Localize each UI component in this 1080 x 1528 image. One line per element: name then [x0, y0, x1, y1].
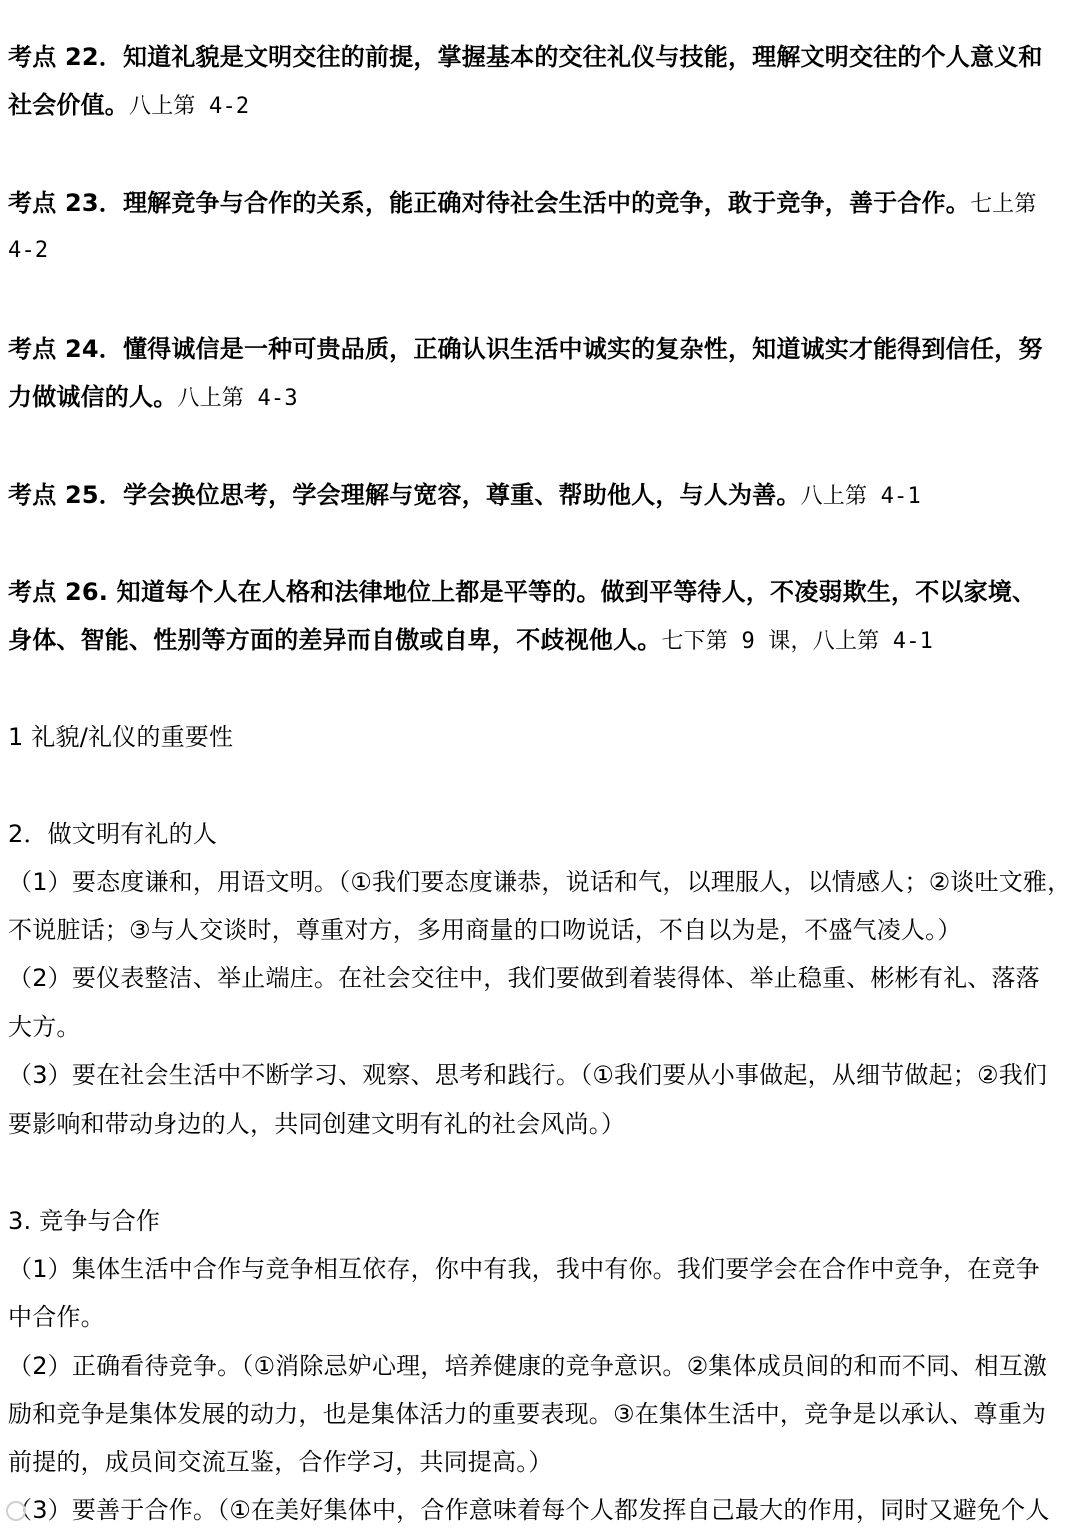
kp24-text: 力做诚信的人。	[8, 383, 178, 411]
section-3-item-2-line-2: 励和竞争是集体发展的动力，也是集体活力的重要表现。③在集体生活中，竞争是以承认、尊重为	[8, 1400, 1047, 1428]
section-2-item-3-line-2: 要影响和带动身边的人，共同创建文明有礼的社会风尚。）	[8, 1110, 626, 1138]
section-3-item-1-line-1: （1）集体生活中合作与竞争相互依存，你中有我，我中有你。我们要学会在合作中竞争，在竞争	[8, 1255, 1040, 1283]
section-3-item-2-line-1: （2）正确看待竞争。（①消除忌妒心理，培养健康的竞争意识。②集体成员间的和而不同、相互激	[8, 1352, 1048, 1380]
kp24-line-1: 考点 24．懂得诚信是一种可贵品质，正确认识生活中诚实的复杂性，知道诚实才能得到信任，努	[8, 335, 1043, 363]
watermark	[6, 1500, 30, 1521]
kp23-reference-part-2: 4-2	[8, 238, 49, 263]
section-2-item-1-line-2: 不说脏话；③与人交谈时，尊重对方，多用商量的口吻说话，不自以为是，不盛气凌人。）	[8, 916, 962, 944]
kp22-line-1: 考点 22．知道礼貌是文明交往的前提，掌握基本的交往礼仪与技能，理解文明交往的个人意义和	[8, 43, 1043, 71]
section-2-item-2-line-1: （2）要仪表整洁、举止端庄。在社会交往中，我们要做到着装得体、举止稳重、彬彬有礼、落落	[8, 964, 1040, 992]
kp22-reference: 八上第 4-2	[129, 94, 250, 119]
kp22-text: 社会价值。	[8, 91, 129, 119]
kp26-text: 身体、智能、性别等方面的差异而自傲或自卑，不歧视他人。	[8, 626, 662, 654]
section-1-title: 1 礼貌/礼仪的重要性	[8, 723, 234, 751]
kp25-text: 考点 25．学会换位思考，学会理解与宽容，尊重、帮助他人，与人为善。	[8, 481, 801, 509]
kp22-line-2	[8, 91, 1072, 121]
section-3-item-1-line-2: 中合作。	[8, 1303, 105, 1331]
section-3-title: 3. 竞争与合作	[8, 1207, 161, 1235]
kp23-line-1	[8, 189, 1072, 219]
kp26-line-2	[8, 626, 1072, 656]
section-2-item-1-line-1: （1）要态度谦和，用语文明。（①我们要态度谦恭，说话和气，以理服人，以情感人；②谈吐文雅，	[8, 868, 1072, 896]
kp26-line-1: 考点 26. 知道每个人在人格和法律地位上都是平等的。做到平等待人，不凌弱欺生，不以家境、	[8, 578, 1037, 606]
kp24-reference: 八上第 4-3	[177, 386, 298, 411]
kp24-line-2	[8, 383, 1072, 413]
section-2-item-3-line-1: （3）要在社会生活中不断学习、观察、思考和践行。（①我们要从小事做起，从细节做起；②我们	[8, 1061, 1048, 1089]
section-2-title: 2．做文明有礼的人	[8, 820, 218, 848]
watermark-logo-icon	[6, 1501, 26, 1521]
kp26-reference: 七下第 9 课，八上第 4-1	[661, 629, 934, 654]
section-3-item-2-line-3: 前提的，成员间交流互鉴，合作学习，共同提高。）	[8, 1448, 553, 1476]
kp25-line-1	[8, 481, 1072, 511]
kp25-reference: 八上第 4-1	[800, 484, 921, 509]
kp23-reference-part-1: 七上第	[969, 192, 1037, 217]
section-3-item-3-line-1: （3）要善于合作。（①在美好集体中，合作意味着每个人都发挥自己最大的作用，同时又避免个人	[8, 1496, 1050, 1524]
kp23-text: 考点 23．理解竞争与合作的关系，能正确对待社会生活中的竞争，敢于竞争，善于合作。	[8, 189, 970, 217]
section-2-item-2-line-2: 大方。	[8, 1013, 81, 1041]
